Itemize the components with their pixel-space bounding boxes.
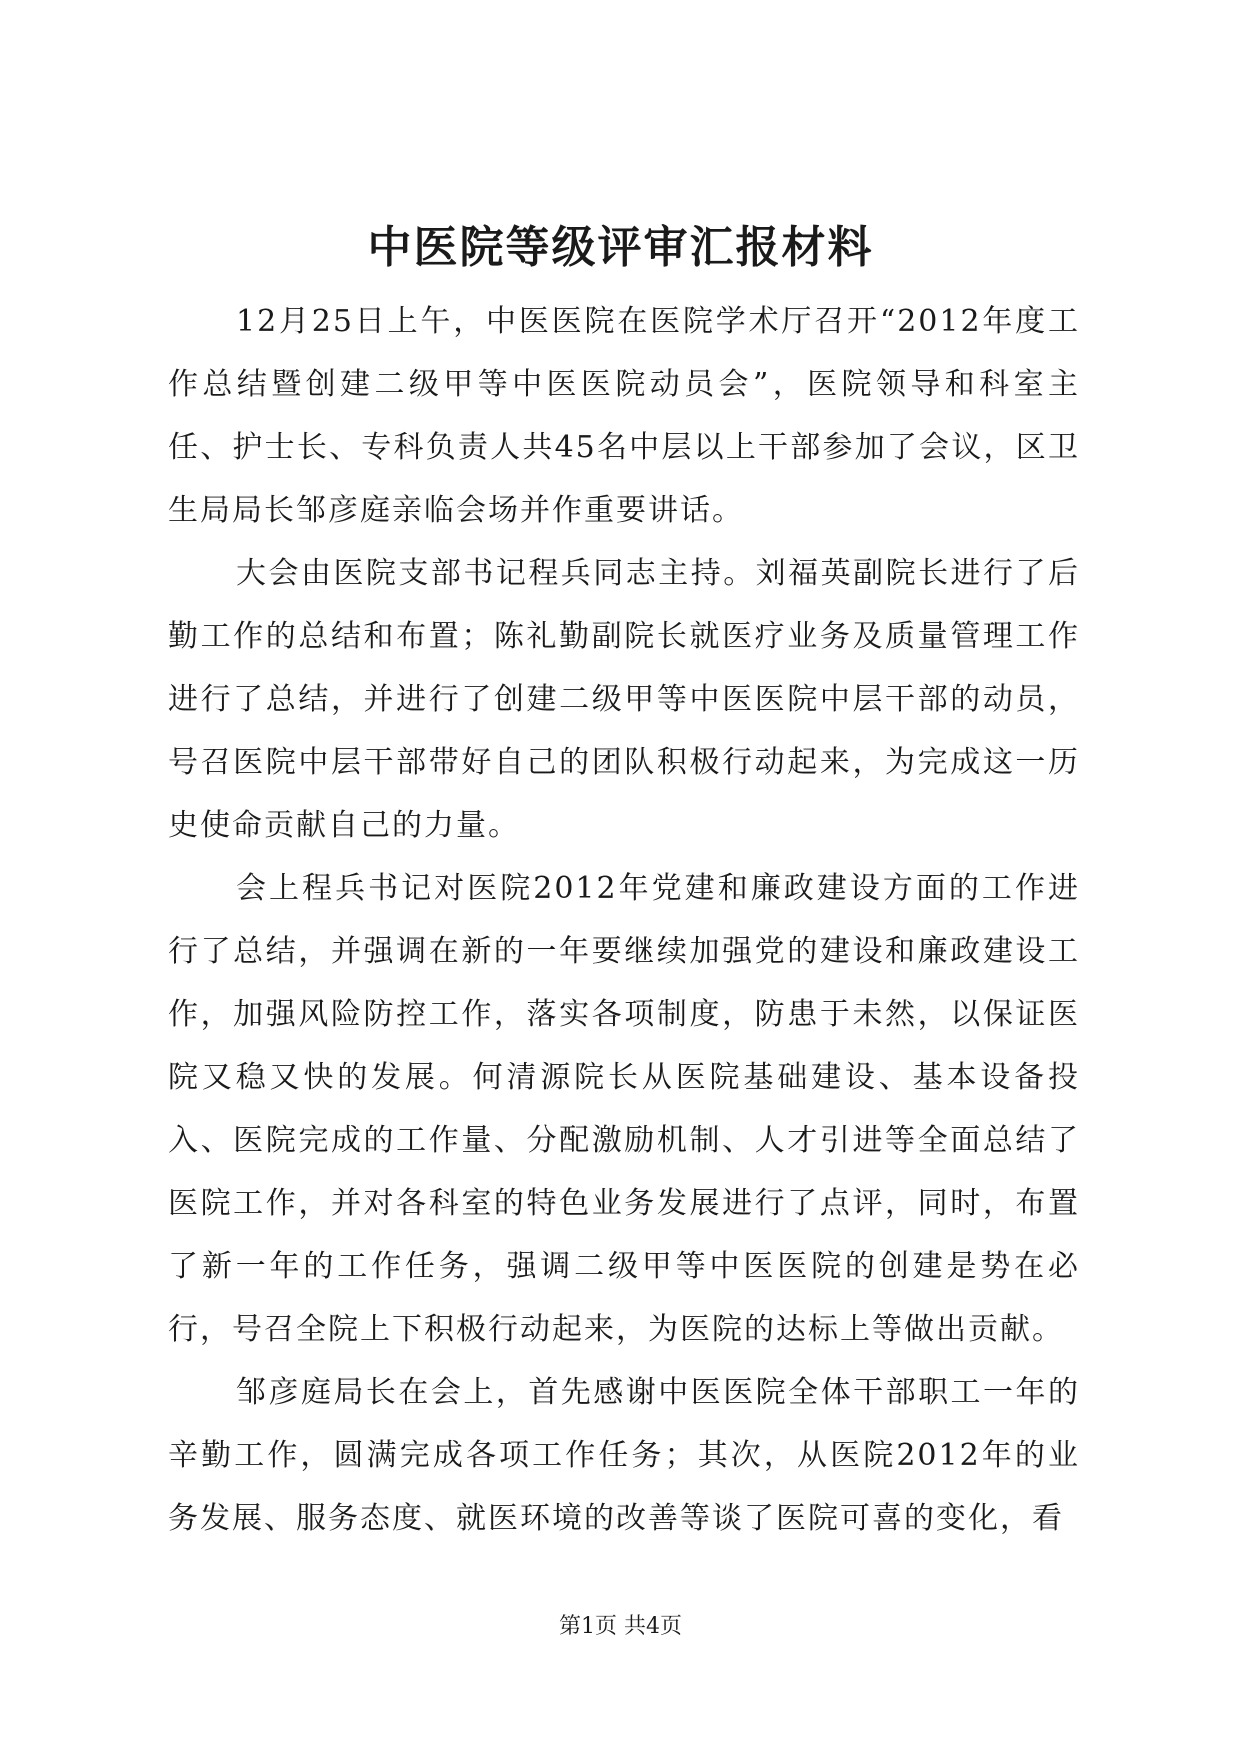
paragraph-4: 邹彦庭局长在会上，首先感谢中医医院全体干部职工一年的辛勤工作，圆满完成各项工作任务；其次，从医院2012年的业务发展、服务态度、就医环境的改善等谈了医院可喜的变化，看 bbox=[168, 1375, 1080, 1536]
paragraph-2: 大会由医院支部书记程兵同志主持。刘福英副院长进行了后勤工作的总结和布置；陈礼勤副院长就医疗业务及质量管理工作进行了总结，并进行了创建二级甲等中医医院中层干部的动员，号召医院中层干部带好自己的团队积极行动起来，为完成这一历史使命贡献自己的力量。 bbox=[168, 556, 1080, 843]
page-number-footer: 第1页 共4页 bbox=[559, 1614, 682, 1639]
document-body bbox=[168, 290, 1080, 1550]
document-title: 中医院等级评审汇报材料 bbox=[367, 222, 874, 273]
paragraph-3: 会上程兵书记对医院2012年党建和廉政建设方面的工作进行了总结，并强调在新的一年要继续加强党的建设和廉政建设工作，加强风险防控工作，落实各项制度，防患于未然，以保证医院又稳又快的发展。何清源院长从医院基础建设、基本设备投入、医院完成的工作量、分配激励机制、人才引进等全面总结了医院工作，并对各科室的特色业务发展进行了点评，同时，布置了新一年的工作任务，强调二级甲等中医医院的创建是势在必行，号召全院上下积极行动起来，为医院的达标上等做出贡献。 bbox=[168, 871, 1080, 1347]
paragraph-1: 12月25日上午，中医医院在医院学术厅召开“2012年度工作总结暨创建二级甲等中医医院动员会”，医院领导和科室主任、护士长、专科负责人共45名中层以上干部参加了会议，区卫生局局长邹彦庭亲临会场并作重要讲话。 bbox=[168, 304, 1080, 528]
